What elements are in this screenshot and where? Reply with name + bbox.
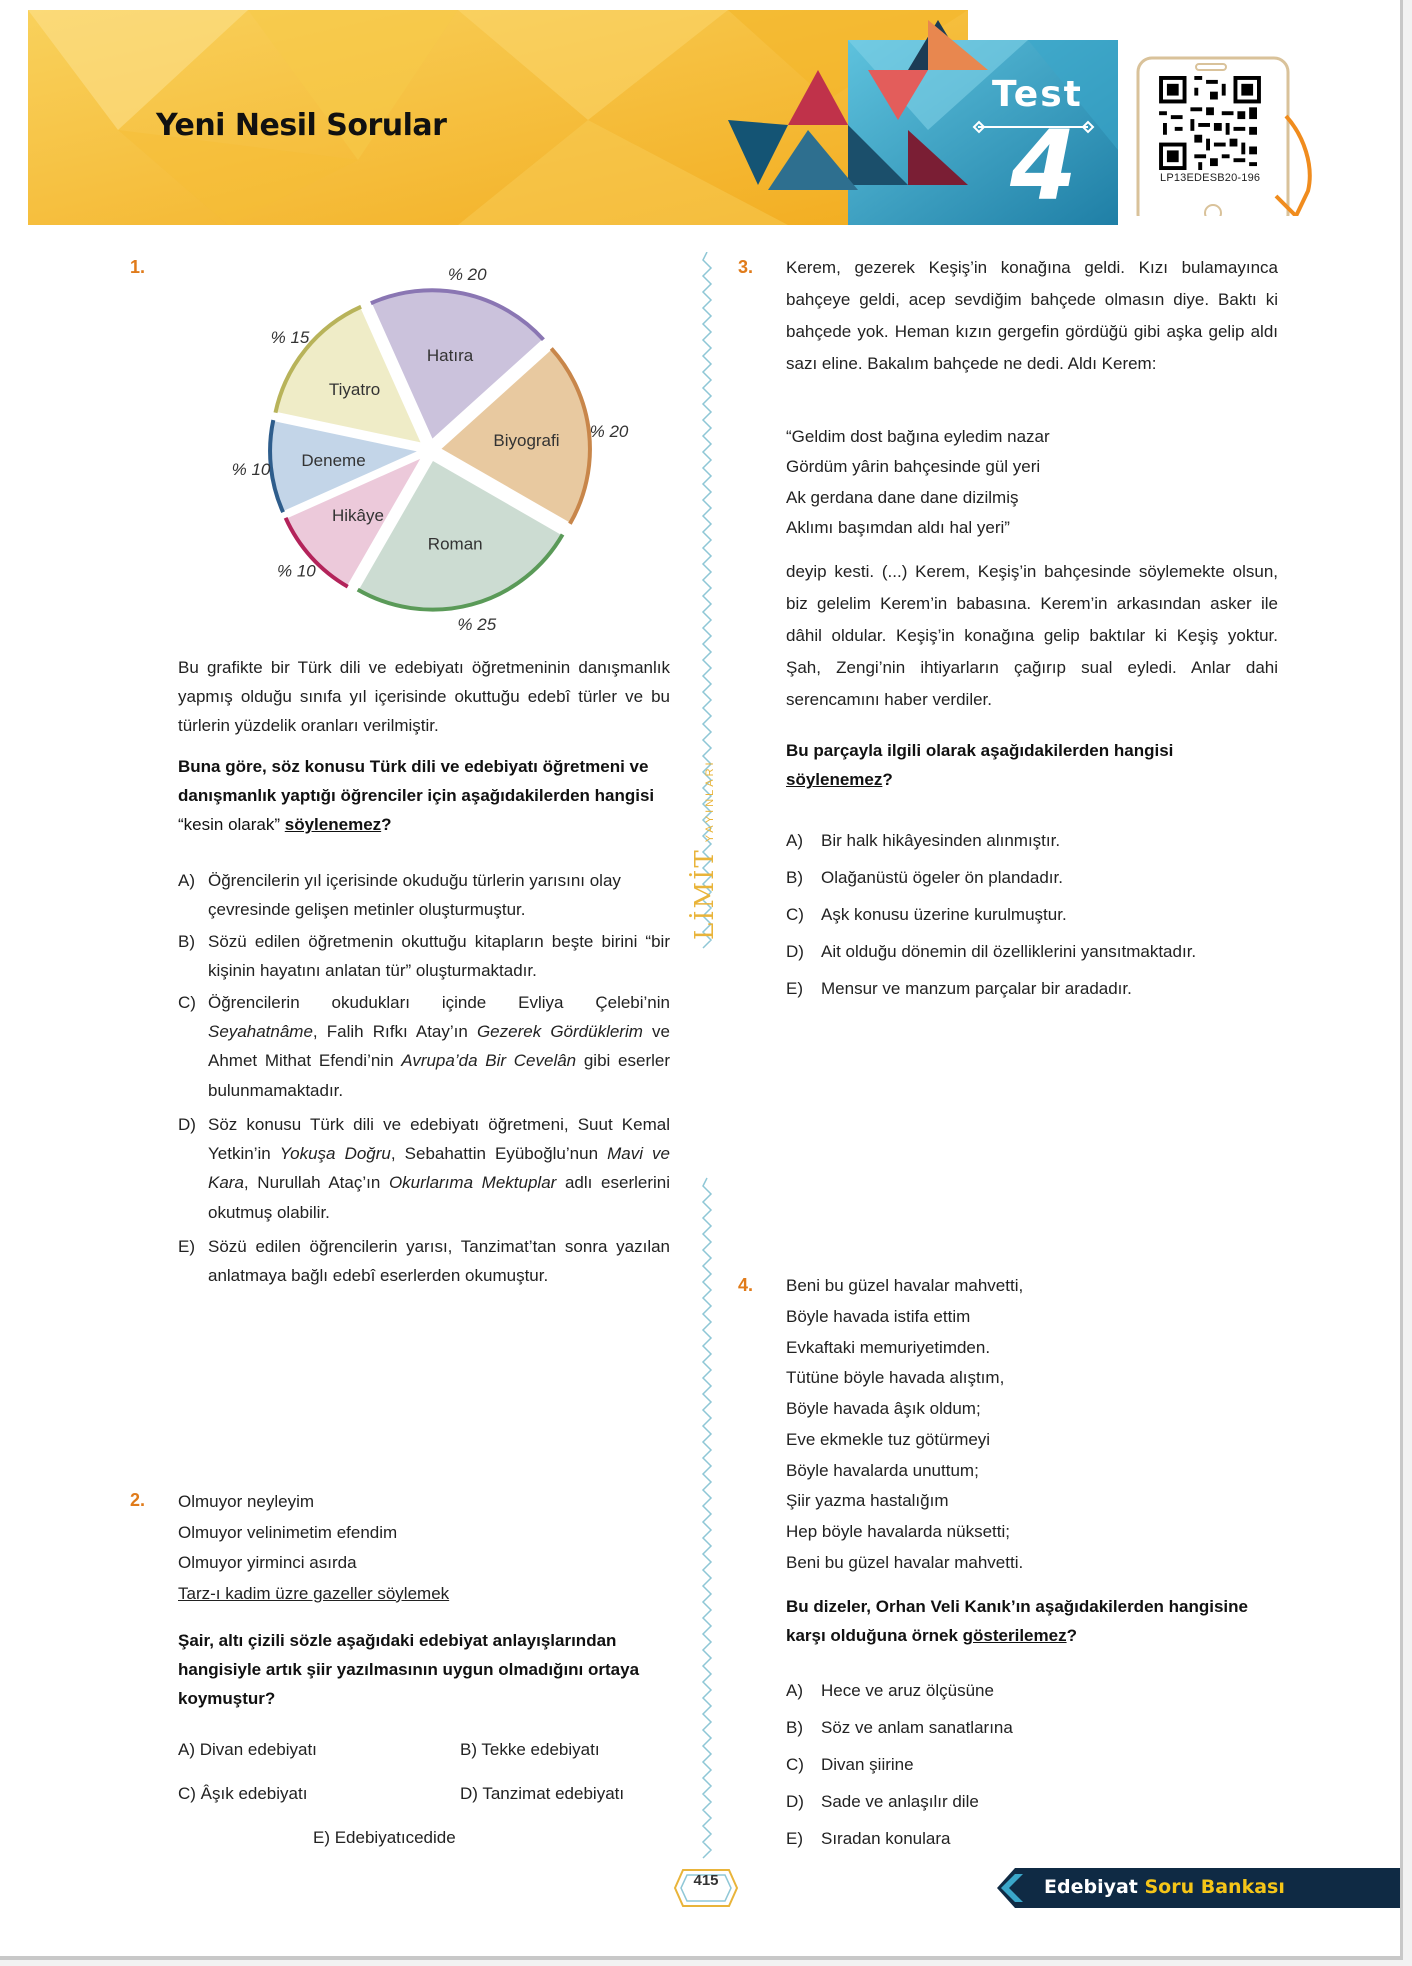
question-4-stem bbox=[786, 1592, 1278, 1650]
question-2-poem bbox=[178, 1487, 658, 1609]
option-letter: A) bbox=[786, 831, 803, 850]
question-1-keyword: söylenemez bbox=[284, 815, 382, 835]
option-text: Sıradan konulara bbox=[821, 1829, 951, 1848]
question-4-option-d[interactable] bbox=[786, 1787, 1278, 1816]
option-text: Hece ve aruz ölçüsüne bbox=[821, 1681, 994, 1700]
question-1-stem bbox=[178, 752, 670, 840]
column-divider bbox=[701, 252, 713, 1872]
option-letter: D) bbox=[178, 1115, 196, 1134]
question-2-option-d[interactable]: D) Tanzimat edebiyatı bbox=[460, 1784, 625, 1803]
footer-book-title-2: Soru Bankası bbox=[1144, 1876, 1285, 1898]
question-1-option-e[interactable] bbox=[178, 1232, 670, 1290]
option-text: Olağanüstü ögeler ön plandadır. bbox=[821, 868, 1063, 887]
question-3-option-c[interactable] bbox=[786, 900, 1278, 929]
option-text: Aşk konusu üzerine kurulmuştur. bbox=[821, 905, 1067, 924]
question-3-qmark: ? bbox=[882, 770, 893, 790]
poem-line: Hep böyle havalarda nüksetti; bbox=[786, 1522, 1010, 1542]
option-letter: C) bbox=[178, 993, 196, 1012]
question-4-keyword: gösterilemez bbox=[962, 1626, 1067, 1646]
poem-line: Olmuyor neyleyim bbox=[178, 1492, 315, 1511]
test-number: 4 bbox=[1010, 110, 1077, 222]
poem-line: Olmuyor yirminci asırda bbox=[178, 1553, 357, 1573]
poem-line: Tütüne böyle havada alıştım, bbox=[786, 1368, 1005, 1388]
option-letter: C) bbox=[786, 1755, 804, 1774]
poem-line-underlined: Tarz-ı kadim üzre gazeller söylemek bbox=[178, 1583, 450, 1603]
option-letter: C) bbox=[786, 905, 804, 924]
option-letter: B) bbox=[786, 868, 803, 887]
option-letter: E) bbox=[786, 1829, 803, 1848]
question-2-option-a[interactable]: A) Divan edebiyatı bbox=[178, 1740, 317, 1759]
question-3-passage-2: deyip kesti. (...) Kerem, Keşiş’in bahçesinde söylemekte olsun, biz gelelim Kerem’in babasına. Kerem’in arkasından asker ile dâhil oldular. Keşiş’in konağına gelip baktılar ki Keşiş yoktur. Şah, Zengi’nin ihtiyarların çağırıp sual eyledi. Anlar dahi serencamını haber verdiler. bbox=[786, 562, 1278, 709]
option-letter: E) bbox=[786, 979, 803, 998]
question-2-number: 2. bbox=[130, 1490, 146, 1510]
question-1-quote: “kesin olarak” bbox=[178, 815, 285, 835]
pie-slice-percent: % 10 bbox=[276, 561, 316, 581]
poem-line: Eve ekmekle tuz götürmeyi bbox=[786, 1429, 991, 1449]
question-3-option-e[interactable] bbox=[786, 974, 1278, 1003]
publisher-sub: YAYINLARI bbox=[704, 759, 716, 843]
question-1-option-c[interactable] bbox=[178, 988, 670, 1105]
pie-slice-label: Biyografi bbox=[493, 430, 560, 450]
option-letter: B) bbox=[178, 932, 195, 951]
pie-slice-percent: % 25 bbox=[457, 614, 497, 634]
option-text: Öğrencilerin okudukları içinde Evliya Çelebi’nin Seyahatnâme, Falih Rıfkı Atay’ın Gezerek Gördüklerim ve Ahmet Mithat Efendi’nin Avrupa’da Bir Cevelân gibi eserler bulunmamaktadır. bbox=[208, 993, 671, 1100]
option-text: Sözü edilen öğretmenin okuttuğu kitapların beşte birini “bir kişinin hayatını anlatan tür” oluşturmaktadır. bbox=[208, 932, 670, 981]
poem-line: Böyle havada âşık oldum; bbox=[786, 1399, 981, 1419]
option-letter: B) bbox=[786, 1718, 803, 1737]
publisher-logo bbox=[690, 759, 720, 940]
question-4-option-b[interactable] bbox=[786, 1713, 1278, 1742]
qr-code-icon bbox=[1158, 76, 1262, 170]
question-3-stem bbox=[786, 736, 1278, 794]
qr-code[interactable] bbox=[1158, 76, 1262, 170]
publisher-name: LİMİT bbox=[690, 848, 720, 940]
pie-slice-percent: % 15 bbox=[270, 327, 310, 347]
pie-slice-label: Hikâye bbox=[332, 505, 384, 525]
pie-slice-label: Hatıra bbox=[426, 346, 474, 366]
option-text: Divan şiirine bbox=[821, 1755, 914, 1774]
option-letter: D) bbox=[786, 942, 804, 961]
option-letter: E) bbox=[178, 1237, 195, 1256]
pie-slice-percent: % 10 bbox=[231, 460, 271, 480]
question-3-stem-text: Bu parçayla ilgili olarak aşağıdakilerden hangisi bbox=[786, 741, 1174, 760]
question-1-option-a[interactable] bbox=[178, 866, 670, 924]
question-4-option-e[interactable] bbox=[786, 1824, 1278, 1853]
question-1-number: 1. bbox=[130, 257, 146, 277]
question-3-passage-1: Kerem, gezerek Keşiş’in konağına geldi. Kızı bulamayınca bahçeye geldi, acep sevdiğim bahçede olmasın diye. Baktı ki bahçede yok. Heman kızın gergefin gördüğü gibi aşka gelip aldı sazı eline. Bakalım bahçede ne dedi. Aldı Kerem: bbox=[786, 258, 1278, 373]
question-3-keyword: söylenemez bbox=[786, 770, 883, 790]
poem-line: Böyle havalarda unuttum; bbox=[786, 1460, 979, 1480]
option-text: Bir halk hikâyesinden alınmıştır. bbox=[821, 831, 1061, 850]
pie-slice-percent: % 20 bbox=[447, 264, 487, 284]
question-4-stem-text: Bu dizeler, Orhan Veli Kanık’ın aşağıdakilerden hangisine karşı olduğuna örnek bbox=[786, 1597, 1248, 1646]
question-2-option-c[interactable]: C) Âşık edebiyatı bbox=[178, 1784, 308, 1803]
verse-line: Aklımı başımdan aldı hal yeri” bbox=[786, 517, 1010, 537]
question-4-number: 4. bbox=[738, 1275, 754, 1295]
option-letter: A) bbox=[786, 1681, 803, 1700]
question-2-stem: Şair, altı çizili sözle aşağıdaki edebiyat anlayışlarından hangisiyle artık şiir yazılmasının uygun olmadığını ortaya koymuştur? bbox=[178, 1631, 640, 1709]
pie-slice-label: Tiyatro bbox=[328, 380, 381, 400]
question-3-option-b[interactable] bbox=[786, 863, 1278, 892]
pie-slice-label: Roman bbox=[427, 534, 483, 554]
option-text: Sözü edilen öğrencilerin yarısı, Tanzimat’tan sonra yazılan anlatmaya bağlı edebî eserlerden okumuştur. bbox=[208, 1237, 670, 1286]
option-text: Söz konusu Türk dili ve edebiyatı öğretmeni, Suut Kemal Yetkin’in Yokuşa Doğru, Sebahattin Eyüboğlu’nun Mavi ve Kara, Nurullah Ataç’ın Okurlarıma Mektuplar adlı eserlerini okutmuş olabilir. bbox=[208, 1115, 671, 1222]
question-1-option-d[interactable] bbox=[178, 1110, 670, 1227]
verse-line: “Geldim dost bağına eyledim nazar bbox=[786, 427, 1050, 446]
option-text: Söz ve anlam sanatlarına bbox=[821, 1718, 1013, 1737]
qr-code-label: LP13EDESB20-196 bbox=[1160, 172, 1261, 184]
header-banner bbox=[28, 10, 1118, 225]
option-text: Sade ve anlaşılır dile bbox=[821, 1792, 979, 1811]
verse-line: Gördüm yârin bahçesinde gül yeri bbox=[786, 457, 1041, 477]
poem-line: Beni bu güzel havalar mahvetti, bbox=[786, 1276, 1024, 1295]
poem-line: Olmuyor velinimetim efendim bbox=[178, 1522, 398, 1542]
question-3-verse bbox=[786, 422, 1278, 543]
pie-slice-percent: % 20 bbox=[589, 421, 629, 441]
pie-chart bbox=[200, 260, 660, 640]
question-4-option-a[interactable] bbox=[786, 1676, 1278, 1705]
poem-line: Böyle havada istifa ettim bbox=[786, 1306, 971, 1326]
page-number: 415 bbox=[693, 1872, 719, 1889]
question-1-option-b[interactable] bbox=[178, 927, 670, 985]
test-label: Test bbox=[992, 74, 1083, 115]
footer-book-title bbox=[1044, 1876, 1285, 1898]
verse-line: Ak gerdana dane dane dizilmiş bbox=[786, 487, 1019, 507]
option-text: Öğrencilerin yıl içerisinde okuduğu türlerin yarısını olay çevresinde gelişen metinler oluşturmuştur. bbox=[208, 871, 621, 920]
poem-line: Beni bu güzel havalar mahvetti. bbox=[786, 1552, 1024, 1572]
question-3-number: 3. bbox=[738, 257, 754, 277]
question-4-poem bbox=[786, 1271, 1266, 1579]
poem-line: Evkaftaki memuriyetimden. bbox=[786, 1337, 991, 1357]
question-3-option-a[interactable] bbox=[786, 826, 1278, 855]
footer-book-title-1: Edebiyat bbox=[1044, 1876, 1145, 1898]
pie-slice-label: Deneme bbox=[301, 451, 366, 471]
question-1-stem-text: Buna göre, söz konusu Türk dili ve edebiyatı öğretmeni ve danışmanlık yaptığı öğrenciler için aşağıdakilerden hangisi bbox=[178, 757, 655, 806]
question-2-option-b[interactable]: B) Tekke edebiyatı bbox=[460, 1740, 600, 1759]
option-text: Mensur ve manzum parçalar bir aradadır. bbox=[821, 979, 1132, 998]
question-3-option-d[interactable] bbox=[786, 937, 1306, 966]
question-2-option-e[interactable]: E) Edebiyatıcedide bbox=[313, 1828, 456, 1847]
page-title: Yeni Nesil Sorular bbox=[156, 108, 447, 143]
question-1-qmark: ? bbox=[381, 815, 392, 835]
poem-line: Şiir yazma hastalığım bbox=[786, 1491, 949, 1511]
option-text: Ait olduğu dönemin dil özelliklerini yansıtmaktadır. bbox=[821, 942, 1197, 961]
question-4-qmark: ? bbox=[1066, 1626, 1077, 1646]
option-letter: A) bbox=[178, 871, 195, 890]
question-4-option-c[interactable] bbox=[786, 1750, 1278, 1779]
question-1-intro: Bu grafikte bir Türk dili ve edebiyatı öğretmeninin danışmanlık yapmış olduğu sınıfa yıl içerisinde okuttuğu edebî türler ve bu türlerin yüzdelik oranları verilmiştir. bbox=[178, 658, 670, 736]
option-letter: D) bbox=[786, 1792, 804, 1811]
